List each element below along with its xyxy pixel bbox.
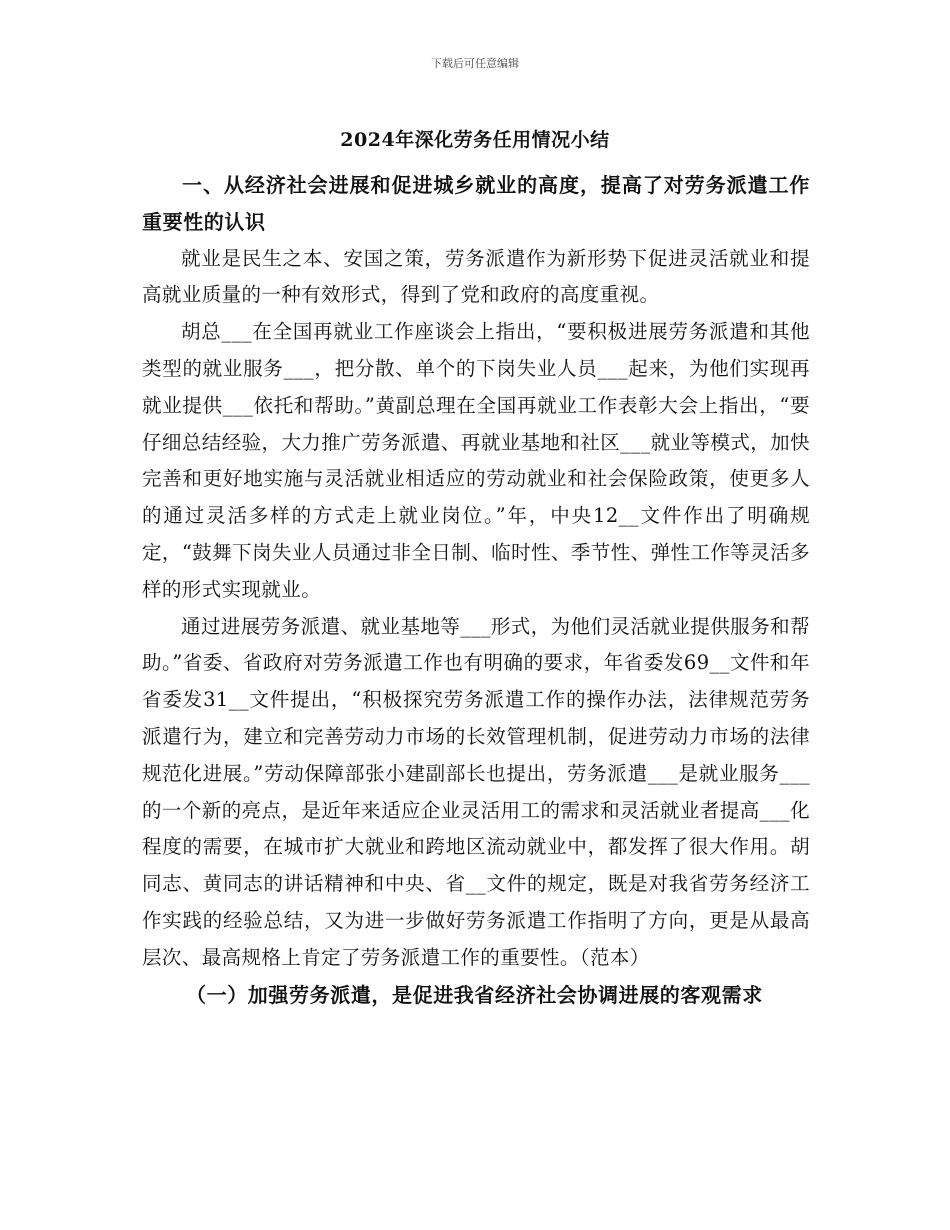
document-title: 2024年深化劳务任用情况小结 bbox=[340, 129, 610, 151]
paragraph-1: 就业是民生之本、安国之策，劳务派遣作为新形势下促进灵活就业和提高就业质量的一种有效形式，得到了党和政府的高度重视。 bbox=[142, 246, 810, 307]
paragraph-3: 通过进展劳务派遣、就业基地等___形式，为他们灵活就业提供服务和帮助。”省委、省政府对劳务派遣工作也有明确的要求，年省委发69__文件和年省委发31__文件提出，“积极探究劳务派遣工作的操作办法，法律规范劳务派遣行为，建立和完善劳动力市场的长效管理机制，促进劳动力市场的法律规范化进展。”劳动保障部张小建副部长也提出，劳务派遣___是就业服务___的一个新的亮点，是近年来适应企业灵活用工的需求和灵活就业者提高___化程度的需要，在城市扩大就业和跨地区流动就业中，都发挥了很大作用。胡同志、黄同志的讲话精神和中央、省__文件的规定，既是对我省劳务经济工作实践的经验总结，又为进一步做好劳务派遣工作指明了方向，更是从最高层次、最高规格上肯定了劳务派遣工作的重要性。（范本） bbox=[142, 614, 810, 969]
header-note: 下载后可任意编辑 bbox=[431, 57, 519, 70]
paragraph-2: 胡总___在全国再就业工作座谈会上指出，“要积极进展劳务派遣和其他类型的就业服务___，把分散、单个的下岗失业人员___起来，为他们实现再就业提供___依托和帮助。”黄副总理在全国再就业工作表彰大会上指出，“要仔细总结经验，大力推广劳务派遣、再就业基地和社区___就业等模式，加快完善和更好地实施与灵活就业相适应的劳动就业和社会保险政策，使更多人的通过灵活多样的方式走上就业岗位。”年，中央12__文件作出了明确规定，“鼓舞下岗失业人员通过非全日制、临时性、季节性、弹性工作等灵活多样的形式实现就业。 bbox=[142, 320, 810, 601]
document-body bbox=[142, 167, 810, 1013]
subsection-heading-1: （一）加强劳务派遣，是促进我省经济社会协调进展的客观需求 bbox=[186, 982, 763, 1007]
section-heading-1: 一、从经济社会进展和促进城乡就业的高度，提高了对劳务派遣工作重要性的认识 bbox=[142, 173, 810, 234]
